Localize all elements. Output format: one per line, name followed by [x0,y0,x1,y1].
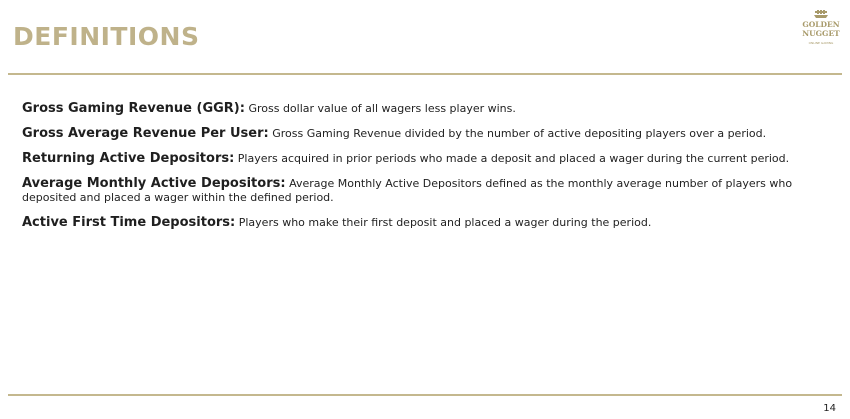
header-divider [8,73,842,75]
logo-line2: NUGGET [802,29,840,38]
definition-term: Gross Average Revenue Per User: [22,126,269,141]
definition-text: Gross dollar value of all wagers less player wins. [248,102,516,115]
footer-divider [8,394,842,396]
definition-term: Gross Gaming Revenue (GGR): [22,101,245,116]
definition-item [22,102,832,116]
definition-text: Gross Gaming Revenue divided by the number of active depositing players over a period. [272,127,767,140]
definition-item [22,127,832,141]
definition-item [22,216,832,230]
logo-line1: GOLDEN [802,20,840,29]
definition-text: Players who make their first deposit and placed a wager during the period. [238,216,652,229]
definition-text: Players acquired in prior periods who made a deposit and placed a wager during the current period. [237,152,790,165]
definition-item [22,177,832,205]
logo-line3: ONLINE GAMING [808,41,834,45]
golden-nugget-logo [802,10,840,50]
page-title: DEFINITIONS [13,22,200,51]
definition-term: Returning Active Depositors: [22,151,235,166]
definition-text: Average Monthly Active Depositors defined as the monthly average number of players who deposited and placed a wager within the defined period. [22,177,793,204]
definition-term: Average Monthly Active Depositors: [22,176,286,191]
definition-item [22,152,832,166]
definition-term: Active First Time Depositors: [22,215,236,230]
definitions-list [22,102,832,241]
page-number: 14 [823,403,836,414]
